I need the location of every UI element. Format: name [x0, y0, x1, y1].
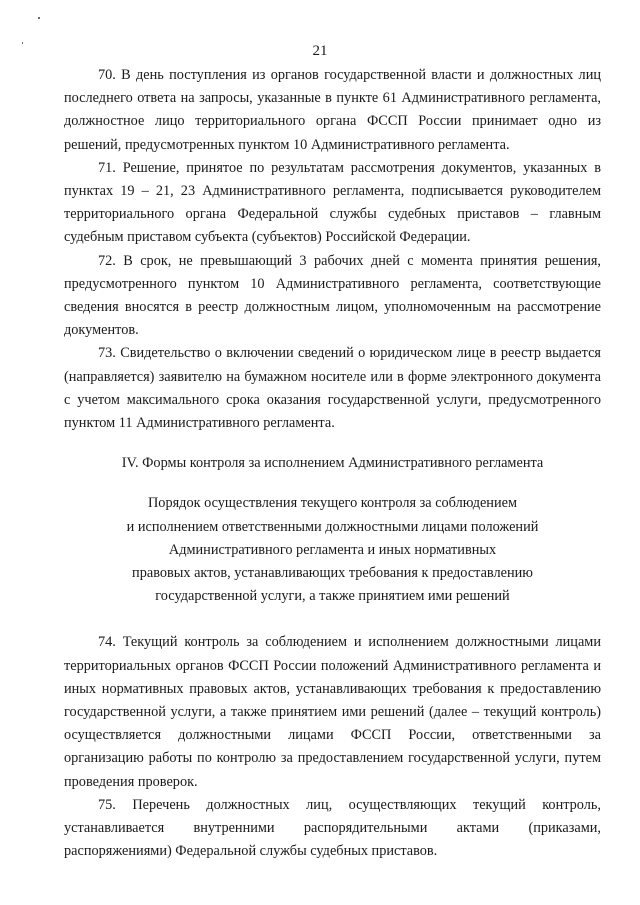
document-body: [64, 64, 601, 864]
subsection-heading-line: правовых актов, устанавливающих требования к предоставлению: [132, 565, 533, 582]
scan-speck: [38, 17, 40, 19]
subsection-heading-line: государственной услуги, а также принятием ими решений: [155, 588, 510, 605]
paragraph-72: 72. В срок, не превышающий 3 рабочих дней с момента принятия решения, предусмотренного пунктом 10 Административного регламента, соответствующие сведения вносятся в реестр должностным лицом, уполномоченным на рассмотрение документов.: [64, 252, 601, 339]
subsection-heading-line: и исполнением ответственными должностными лицами положений: [126, 518, 539, 535]
paragraph-71: 71. Решение, принятое по результатам рассмотрения документов, указанных в пунктах 19 – 21, 23 Административного регламента, подписывается руководителем территориального органа Федеральной службы судебных приставов – главным судебным приставом субъекта (субъектов) Российской Федерации.: [64, 159, 601, 246]
paragraph-74: 74. Текущий контроль за соблюдением и исполнением должностными лицами территориальных органов ФССП России положений Административного регламента и иных нормативных правовых актов, устанавливающих требования к предоставлению государственной услуги, а также принятием ими решений (далее – текущий контроль) осуществляется должностными лицами ФССП России, ответственными за организацию работы по контролю за предоставлением государственной услуги, путем проведения проверок.: [64, 634, 601, 790]
subsection-heading-line: Порядок осуществления текущего контроля за соблюдением: [147, 495, 518, 512]
page-number: 21: [312, 43, 328, 59]
subsection-heading: [64, 492, 601, 608]
section-heading: IV. Формы контроля за исполнением Административного регламента: [121, 455, 544, 472]
paragraph-75: 75. Перечень должностных лиц, осуществляющих текущий контроль, устанавливается внутренними распорядительными актами (приказами, распоряжениями) Федеральной службы судебных приставов.: [64, 796, 601, 860]
paragraph-73: 73. Свидетельство о включении сведений о юридическом лице в реестр выдается (направляется) заявителю на бумажном носителе или в форме электронного документа с учетом максимального срока оказания государственной услуги, предусмотренного пунктом 11 Административного регламента.: [64, 345, 601, 432]
paragraph-70: 70. В день поступления из органов государственной власти и должностных лиц последнего ответа на запросы, указанные в пункте 61 Административного регламента, должностное лицо территориального органа ФССП России принимает одно из решений, предусмотренных пунктом 10 Административного регламента.: [64, 67, 601, 153]
subsection-heading-line: Административного регламента и иных нормативных: [168, 541, 497, 558]
